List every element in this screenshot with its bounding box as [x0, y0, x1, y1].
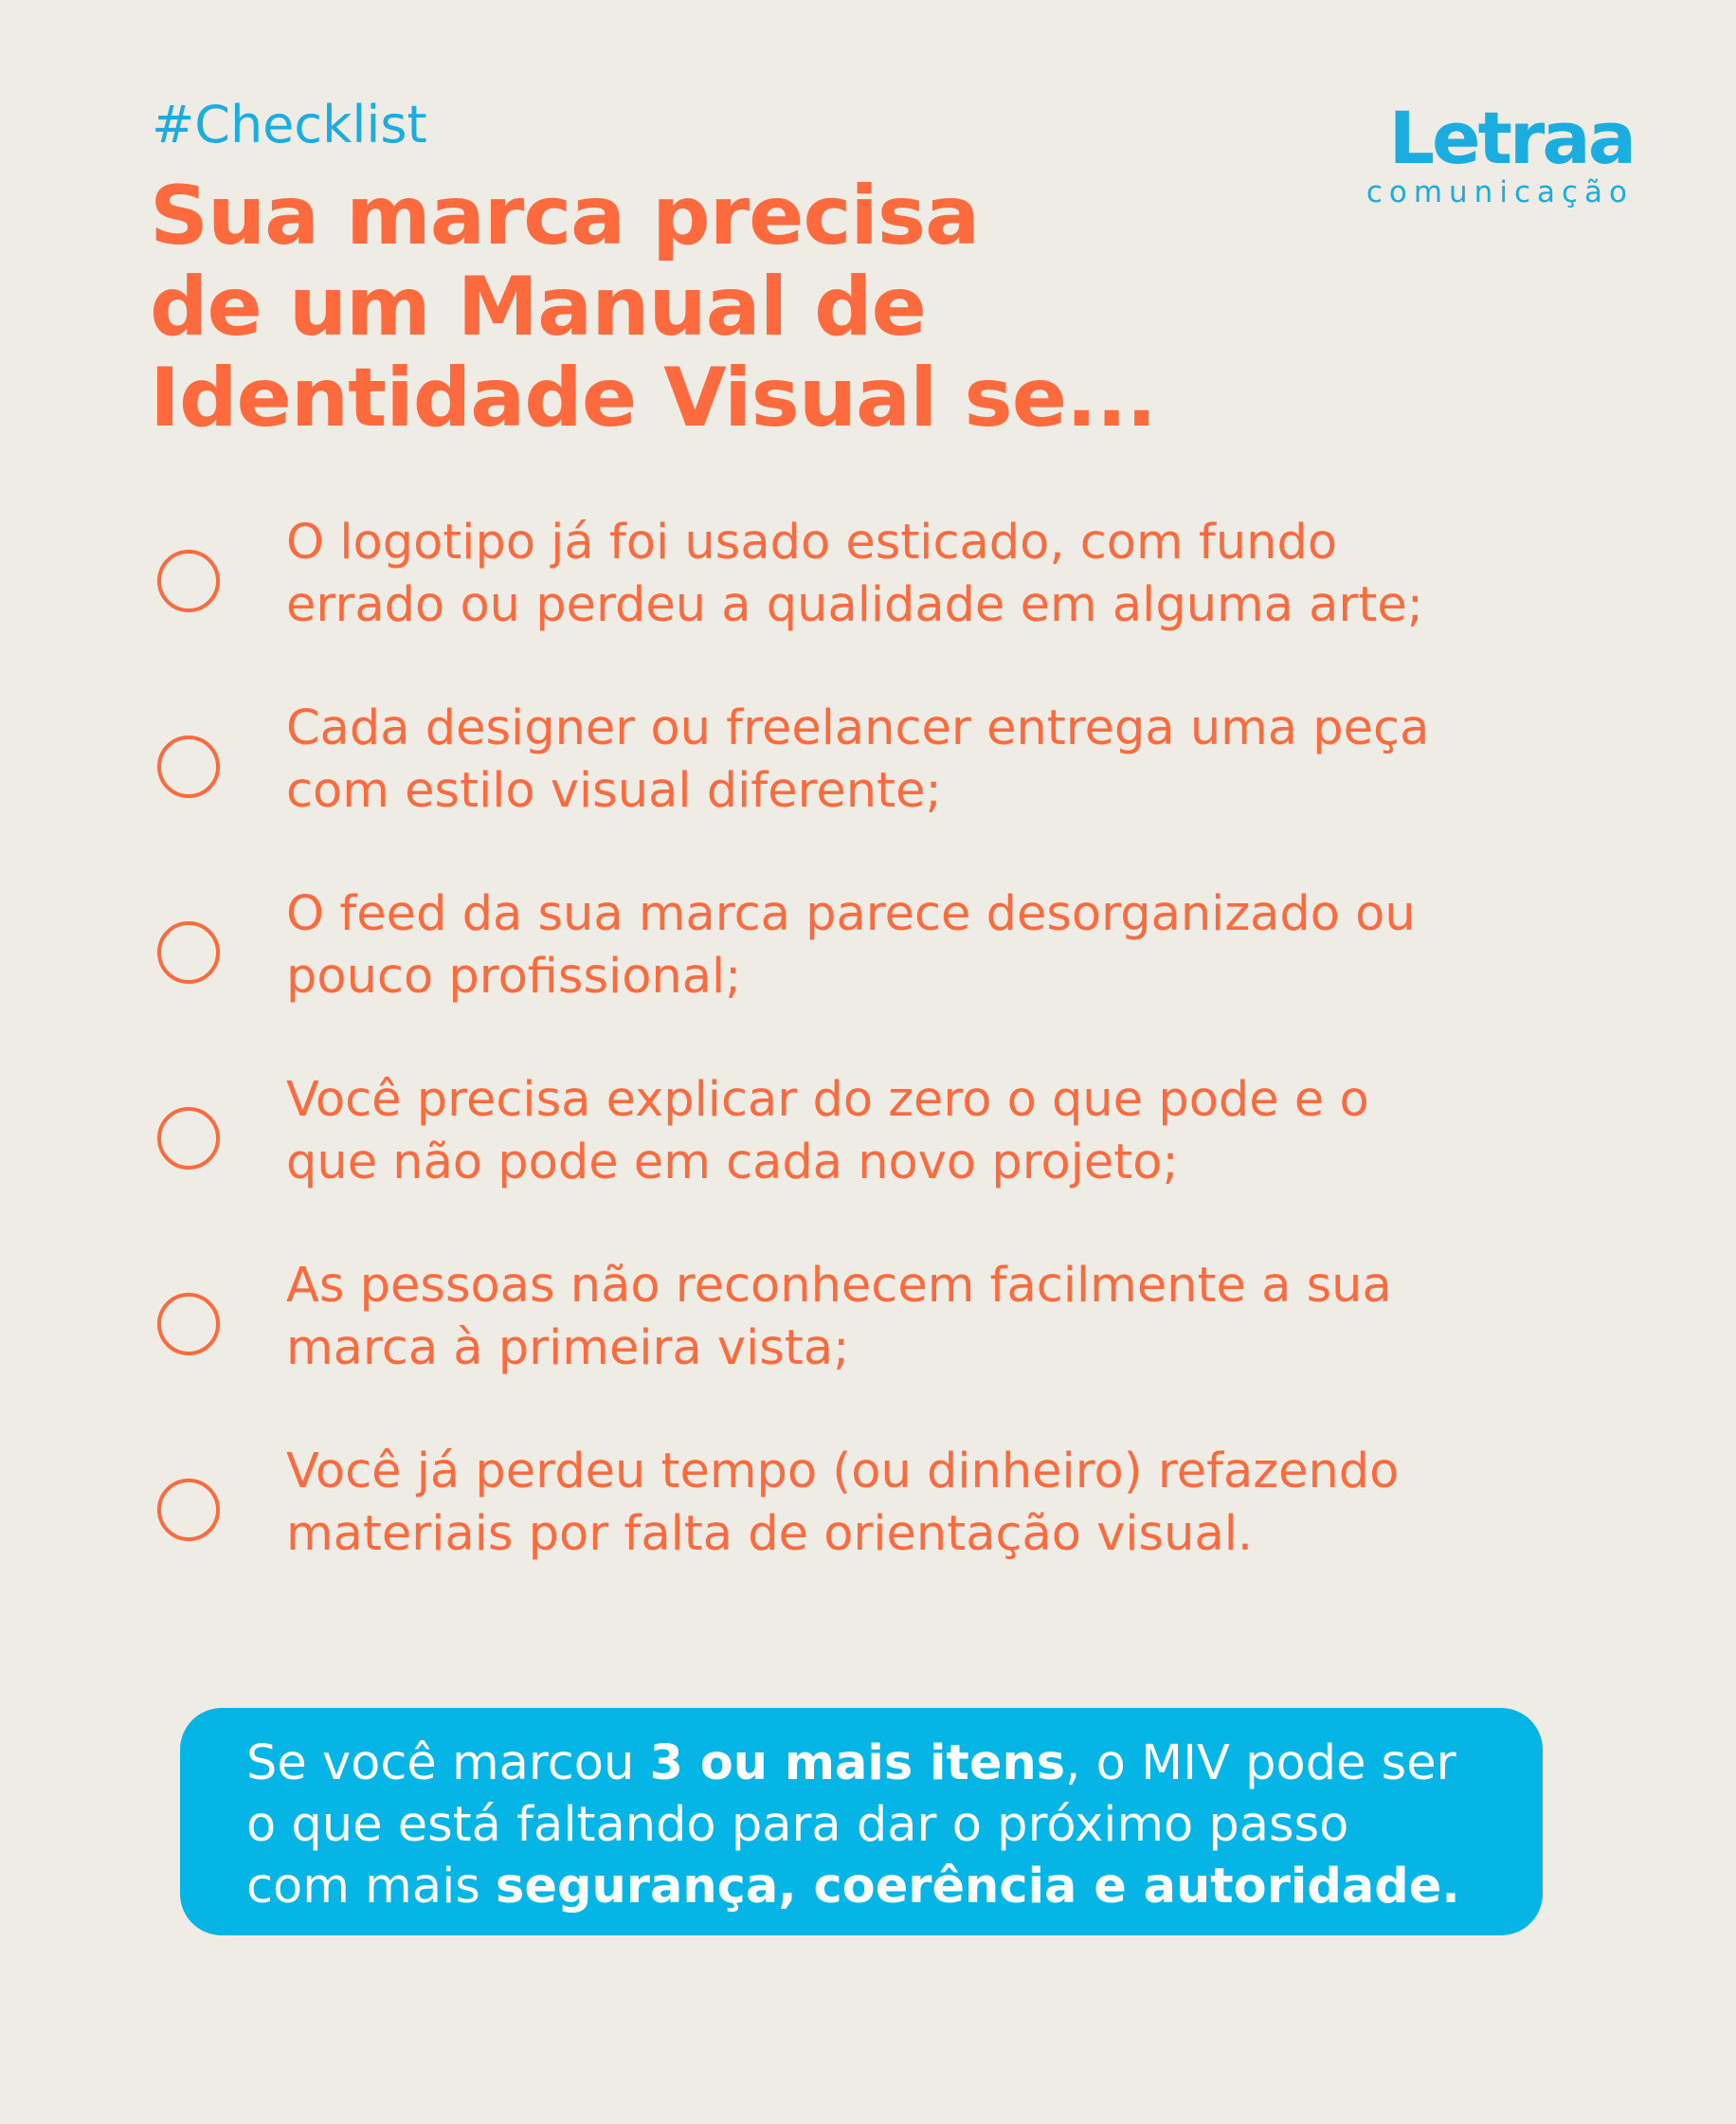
- callout-text: [246, 1733, 1505, 1917]
- checklist-item[interactable]: [152, 883, 1592, 1016]
- checkbox-circle-icon[interactable]: [157, 550, 220, 612]
- checkbox-circle-icon[interactable]: [157, 735, 220, 798]
- checklist-item-text: [286, 512, 1584, 637]
- checklist-item[interactable]: [152, 1069, 1592, 1202]
- summary-callout: [180, 1708, 1543, 1935]
- callout-line: o que está faltando para dar o próximo passo: [246, 1797, 1349, 1853]
- checklist-item[interactable]: [152, 1441, 1592, 1573]
- checklist-item-line: materiais por falta de orientação visual.: [286, 1506, 1254, 1562]
- callout-line: [246, 1856, 1505, 1917]
- title-line: Identidade Visual se...: [150, 351, 1157, 445]
- logo-wordmark: [1388, 96, 1634, 180]
- checklist-item-line: pouco profissional;: [286, 949, 742, 1005]
- checklist-item-text: [286, 698, 1584, 823]
- callout-text-segment: Se você marcou: [246, 1735, 650, 1791]
- checklist-item[interactable]: [152, 1255, 1592, 1388]
- checklist-item-line: As pessoas não reconhecem facilmente a sua: [286, 1258, 1392, 1314]
- callout-emphasis: 3 ou mais itens: [649, 1735, 1066, 1791]
- checklist-item-text: [286, 1069, 1584, 1194]
- callout-line: [246, 1733, 1505, 1794]
- checklist-item-line: que não pode em cada novo projeto;: [286, 1135, 1179, 1190]
- checklist-item-text: [286, 1441, 1584, 1566]
- callout-emphasis: segurança, coerência e autoridade.: [496, 1859, 1460, 1915]
- checklist-item-line: O feed da sua marca parece desorganizado ou: [286, 886, 1416, 942]
- brand-logo: [1317, 96, 1639, 214]
- hashtag-label: #Checklist: [152, 95, 427, 154]
- checkbox-circle-icon[interactable]: [157, 1107, 220, 1170]
- checklist-item[interactable]: [152, 698, 1592, 830]
- checklist-item-line: Você precisa explicar do zero o que pode e o: [286, 1072, 1369, 1128]
- checkbox-circle-icon[interactable]: [157, 1479, 220, 1541]
- logo-subtitle: comunicação: [1365, 175, 1634, 209]
- checklist-item-line: errado ou perdeu a qualidade em alguma arte;: [286, 577, 1423, 633]
- page-title: [150, 171, 1325, 444]
- title-line: Sua marca precisa: [150, 169, 980, 263]
- checklist-item-line: Você já perdeu tempo (ou dinheiro) refazendo: [286, 1443, 1400, 1499]
- title-line: de um Manual de: [150, 260, 927, 354]
- checklist-item-text: [286, 1255, 1584, 1380]
- checkbox-circle-icon[interactable]: [157, 1293, 220, 1355]
- checklist-item-line: marca à primeira vista;: [286, 1320, 850, 1376]
- checkbox-circle-icon[interactable]: [157, 921, 220, 984]
- logo-word: Letra: [1388, 96, 1588, 180]
- logo-word-mark: a: [1587, 96, 1634, 180]
- checklist-item-text: [286, 883, 1584, 1008]
- callout-text-segment: com mais: [246, 1859, 497, 1915]
- checklist-item[interactable]: [152, 512, 1592, 644]
- callout-text-segment: , o MIV pode ser: [1065, 1735, 1456, 1791]
- checklist-item-line: Cada designer ou freelancer entrega uma peça: [286, 700, 1430, 756]
- checklist-item-line: O logotipo já foi usado esticado, com fundo: [286, 515, 1338, 571]
- checklist-item-line: com estilo visual diferente;: [286, 763, 942, 819]
